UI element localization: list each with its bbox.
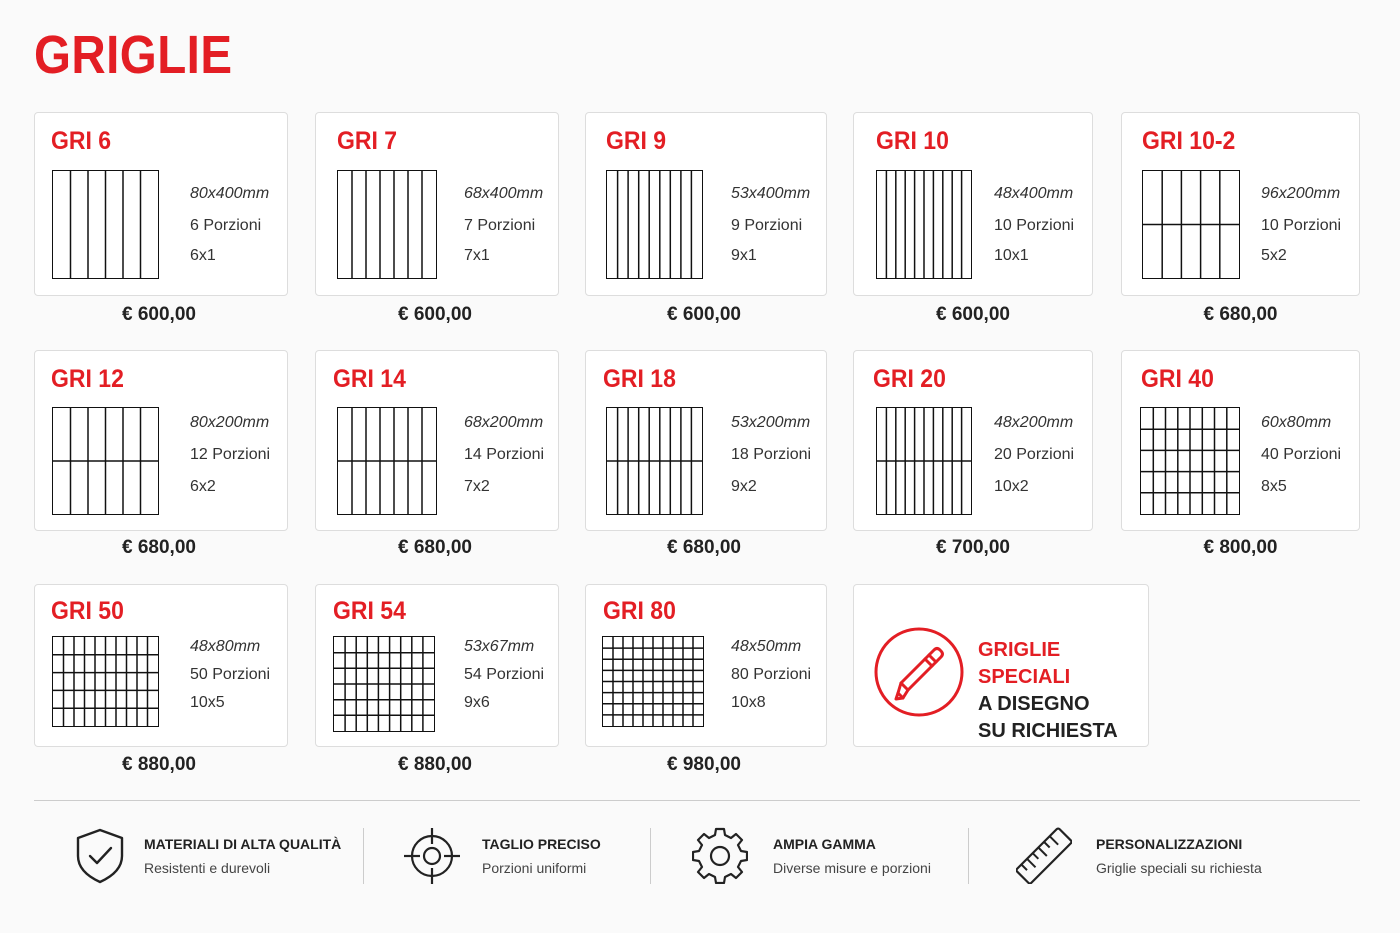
- product-layout: 8x5: [1261, 478, 1287, 495]
- product-card[interactable]: [585, 584, 827, 747]
- product-name: GRI 6: [51, 127, 112, 155]
- grid-lines: [607, 408, 702, 514]
- product-price: € 600,00: [398, 304, 472, 325]
- crosshair-icon: [404, 826, 460, 884]
- product-portions: 6 Porzioni: [190, 217, 262, 234]
- feature-subtext: Porzioni uniformi: [482, 860, 587, 876]
- product-portions: 18 Porzioni: [731, 446, 812, 463]
- product-card[interactable]: [853, 112, 1093, 296]
- product-name: GRI 10: [876, 127, 949, 155]
- product-layout: 6x1: [190, 247, 216, 264]
- product-name: GRI 12: [51, 365, 124, 393]
- product-card[interactable]: [1121, 350, 1360, 531]
- special-line-1: GRIGLIE SPECIALI: [978, 639, 1071, 688]
- product-name: GRI 18: [603, 365, 676, 393]
- product-card[interactable]: [585, 350, 827, 531]
- product-layout: 7x2: [464, 478, 490, 495]
- grid-lines: [53, 171, 158, 278]
- product-dimensions: 48x80mm: [190, 638, 261, 655]
- product-portions: 20 Porzioni: [994, 446, 1075, 463]
- grid-lines: [53, 637, 158, 726]
- product-card[interactable]: [34, 350, 288, 531]
- product-portions: 9 Porzioni: [731, 217, 803, 234]
- pencil-icon: [874, 627, 964, 717]
- product-dimensions: 53x200mm: [731, 414, 811, 431]
- product-name: GRI 40: [1141, 365, 1214, 393]
- product-name: GRI 20: [873, 365, 946, 393]
- product-portions: 50 Porzioni: [190, 666, 271, 683]
- feature-precision: [404, 822, 634, 892]
- product-dimensions: 68x200mm: [464, 414, 544, 431]
- grid-diagram: [606, 407, 703, 515]
- feature-subtext: Resistenti e durevoli: [144, 860, 271, 876]
- product-price: € 680,00: [122, 537, 196, 558]
- feature-heading: MATERIALI DI ALTA QUALITÀ: [144, 836, 342, 852]
- product-price: € 680,00: [1203, 304, 1278, 325]
- product-layout: 10x8: [731, 694, 766, 711]
- product-price: € 600,00: [667, 304, 741, 325]
- product-layout: 9x6: [464, 694, 490, 711]
- feature-separator: [968, 828, 969, 884]
- grid-diagram: [52, 170, 159, 279]
- grid-diagram: [602, 636, 704, 727]
- grid-lines: [334, 637, 434, 731]
- product-price: € 680,00: [667, 537, 741, 558]
- product-portions: 12 Porzioni: [190, 446, 271, 463]
- product-card[interactable]: [315, 584, 559, 747]
- feature-range: [692, 822, 952, 892]
- grid-diagram: [1142, 170, 1240, 279]
- product-name: GRI 80: [603, 597, 676, 625]
- product-price: € 600,00: [122, 304, 196, 325]
- product-dimensions: 53x67mm: [464, 638, 535, 655]
- product-card[interactable]: [853, 350, 1093, 531]
- feature-heading: TAGLIO PRECISO: [482, 836, 601, 852]
- product-price: € 680,00: [398, 537, 472, 558]
- product-portions: 40 Porzioni: [1261, 446, 1342, 463]
- product-name: GRI 54: [333, 597, 406, 625]
- product-layout: 5x2: [1261, 247, 1287, 264]
- grid-lines: [877, 408, 971, 514]
- product-dimensions: 96x200mm: [1261, 185, 1341, 202]
- product-price: € 600,00: [936, 304, 1010, 325]
- grid-diagram: [333, 636, 435, 732]
- feature-subtext: Diverse misure e porzioni: [773, 860, 931, 876]
- product-dimensions: 48x200mm: [994, 414, 1074, 431]
- grid-lines: [607, 171, 702, 278]
- grid-diagram: [52, 407, 159, 515]
- grid-diagram: [1140, 407, 1240, 515]
- product-price: € 880,00: [398, 754, 472, 775]
- product-layout: 10x5: [190, 694, 225, 711]
- feature-heading: PERSONALIZZAZIONI: [1096, 836, 1243, 852]
- product-name: GRI 14: [333, 365, 406, 393]
- feature-custom: [1016, 822, 1296, 892]
- product-layout: 10x2: [994, 478, 1029, 495]
- special-grids-card[interactable]: [853, 584, 1149, 747]
- product-portions: 7 Porzioni: [464, 217, 536, 234]
- grid-diagram: [876, 170, 972, 279]
- product-price: € 800,00: [1203, 537, 1278, 558]
- grid-lines: [53, 408, 158, 514]
- product-portions: 54 Porzioni: [464, 666, 545, 683]
- product-dimensions: 80x400mm: [190, 185, 270, 202]
- product-layout: 6x2: [190, 478, 216, 495]
- product-layout: 9x2: [731, 478, 757, 495]
- product-dimensions: 60x80mm: [1261, 414, 1332, 431]
- grid-lines: [1141, 408, 1239, 514]
- special-grids-text: [978, 637, 1148, 745]
- feature-quality: [72, 822, 352, 892]
- product-card[interactable]: [1121, 112, 1360, 296]
- product-layout: 9x1: [731, 247, 757, 264]
- feature-separator: [363, 828, 364, 884]
- product-portions: 10 Porzioni: [1261, 217, 1342, 234]
- feature-heading: AMPIA GAMMA: [773, 836, 876, 852]
- product-dimensions: 80x200mm: [190, 414, 270, 431]
- grid-diagram: [52, 636, 159, 727]
- product-card[interactable]: [315, 112, 559, 296]
- product-name: GRI 50: [51, 597, 124, 625]
- gear-icon: [692, 826, 748, 884]
- product-dimensions: 68x400mm: [464, 185, 544, 202]
- feature-separator: [650, 828, 651, 884]
- product-price: € 700,00: [936, 537, 1010, 558]
- grid-lines: [338, 171, 436, 278]
- product-price: € 880,00: [122, 754, 196, 775]
- grid-diagram: [337, 170, 437, 279]
- product-portions: 14 Porzioni: [464, 446, 545, 463]
- grid-lines: [603, 637, 703, 726]
- ruler-icon: [1016, 826, 1072, 884]
- product-name: GRI 9: [606, 127, 667, 155]
- grid-lines: [877, 171, 971, 278]
- product-card[interactable]: [585, 112, 827, 296]
- product-name: GRI 10-2: [1142, 127, 1236, 155]
- grid-lines: [338, 408, 436, 514]
- product-layout: 10x1: [994, 247, 1029, 264]
- product-dimensions: 53x400mm: [731, 185, 811, 202]
- feature-subtext: Griglie speciali su richiesta: [1096, 860, 1262, 876]
- special-line-2: A DISEGNO: [978, 693, 1090, 715]
- product-dimensions: 48x50mm: [731, 638, 802, 655]
- product-dimensions: 48x400mm: [994, 185, 1074, 202]
- page-title: GRIGLIE: [34, 25, 233, 85]
- grid-diagram: [337, 407, 437, 515]
- product-card[interactable]: [34, 584, 288, 747]
- special-line-3: SU RICHIESTA: [978, 720, 1118, 742]
- shield-check-icon: [72, 826, 128, 884]
- grid-lines: [1143, 171, 1239, 278]
- grid-diagram: [876, 407, 972, 515]
- product-card[interactable]: [315, 350, 559, 531]
- section-divider: [34, 800, 1360, 801]
- product-portions: 10 Porzioni: [994, 217, 1075, 234]
- product-portions: 80 Porzioni: [731, 666, 812, 683]
- product-card[interactable]: [34, 112, 288, 296]
- product-layout: 7x1: [464, 247, 490, 264]
- product-name: GRI 7: [337, 127, 398, 155]
- product-price: € 980,00: [667, 754, 741, 775]
- grid-diagram: [606, 170, 703, 279]
